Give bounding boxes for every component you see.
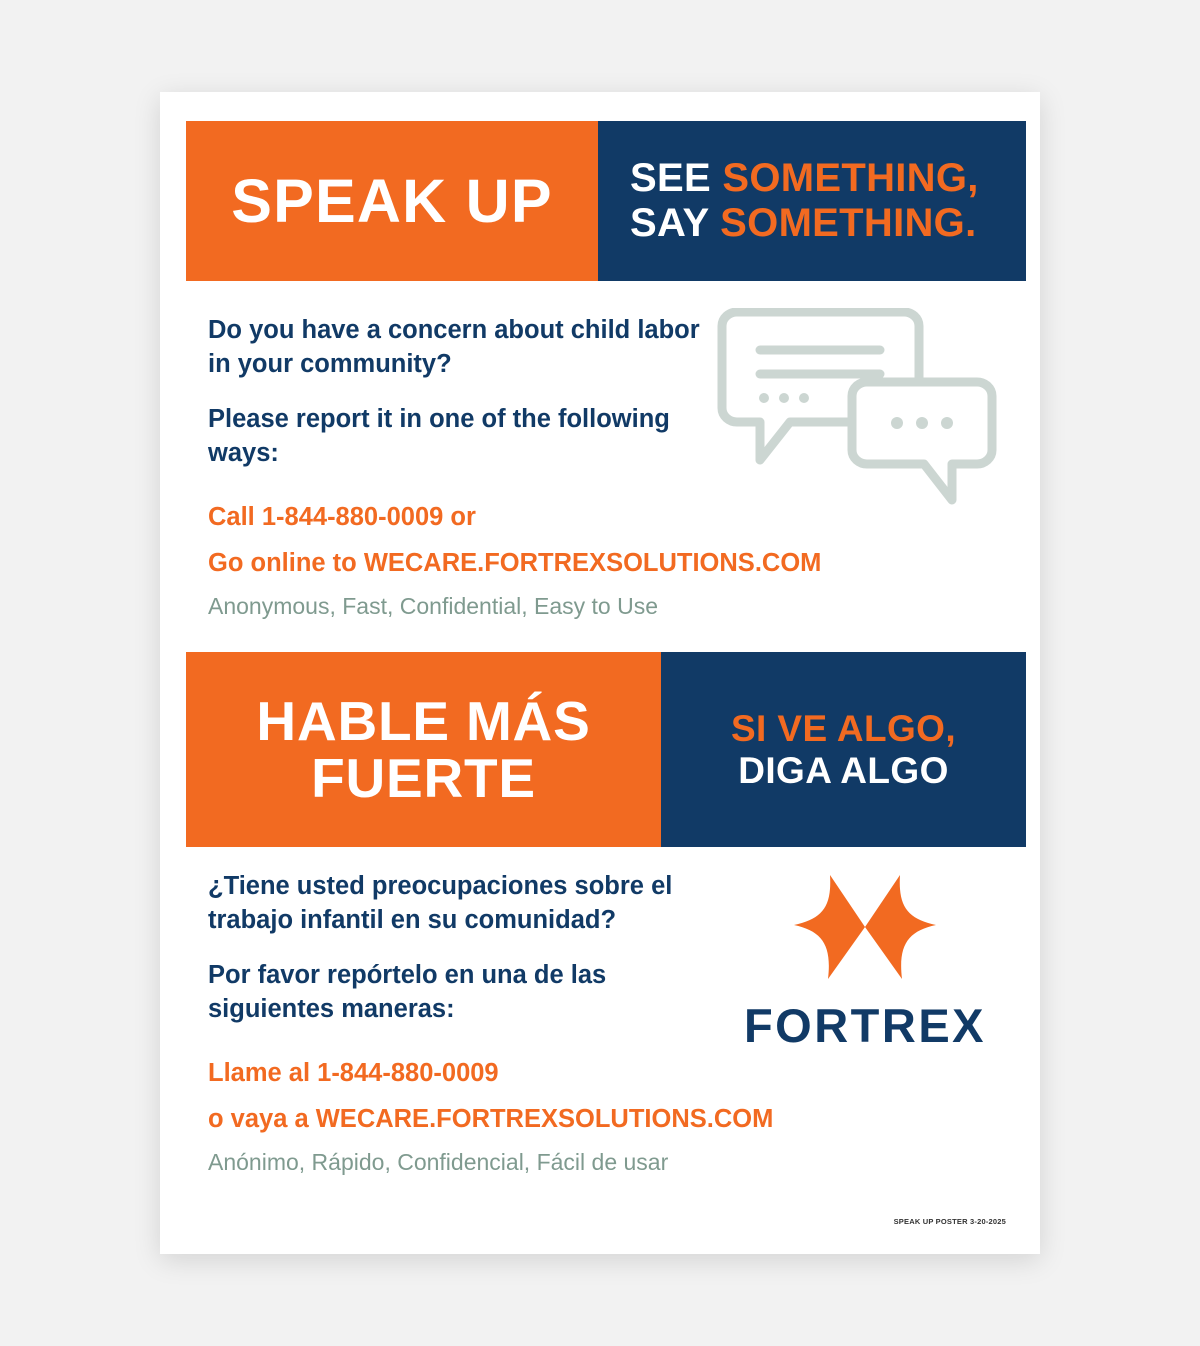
english-headline-left — [186, 121, 598, 281]
poster-code: SPEAK UP POSTER 3-20-2025 — [893, 1217, 1006, 1226]
speak-up-poster — [160, 92, 1040, 1254]
say-word: SAY — [630, 201, 721, 245]
say-something-line — [630, 201, 1026, 246]
spanish-instruction: Por favor repórtelo en una de las siguientes maneras: — [208, 961, 607, 1023]
spanish-body — [208, 870, 774, 1178]
english-body — [208, 314, 822, 622]
spanish-call-line[interactable]: Llame al 1-844-880-0009 — [208, 1058, 499, 1087]
spanish-question: ¿Tiene usted preocupaciones sobre el trabajo infantil en su comunidad? — [208, 872, 673, 934]
fuerte-line: FUERTE — [311, 746, 536, 809]
spanish-online-line[interactable]: o vaya a WECARE.FORTREXSOLUTIONS.COM — [208, 1104, 774, 1133]
spanish-headline-banner — [186, 652, 1026, 847]
see-word: SEE — [630, 156, 723, 201]
something-word-2: SOMETHING. — [720, 201, 977, 245]
english-headline-banner — [186, 121, 1026, 281]
fortrex-star-icon — [790, 867, 940, 987]
fortrex-wordmark: FORTREX — [743, 999, 987, 1052]
something-word-1: SOMETHING, — [722, 156, 979, 201]
english-tagline: Anonymous, Fast, Confidential, Easy to Use — [208, 593, 658, 620]
diga-algo-line: DIGA ALGO — [738, 749, 949, 791]
speak-up-title: SPEAK UP — [231, 166, 553, 235]
english-instruction: Please report it in one of the following ways: — [208, 405, 670, 467]
english-headline-right — [598, 121, 1026, 281]
spanish-tagline: Anónimo, Rápido, Confidencial, Fácil de usar — [208, 1149, 669, 1176]
fortrex-logo — [740, 867, 990, 1053]
english-call-line[interactable]: Call 1-844-880-0009 or — [208, 502, 476, 531]
see-something-line — [630, 156, 1026, 201]
chat-bubbles-icon — [712, 308, 1002, 508]
english-online-line[interactable]: Go online to WECARE.FORTREXSOLUTIONS.COM — [208, 548, 822, 577]
spanish-headline-right — [661, 652, 1026, 847]
english-question: Do you have a concern about child labor in your community? — [208, 316, 700, 378]
spanish-headline-left — [186, 652, 661, 847]
hable-mas-line: HABLE MÁS — [256, 689, 591, 752]
si-ve-algo-line: SI VE ALGO, — [730, 708, 957, 750]
